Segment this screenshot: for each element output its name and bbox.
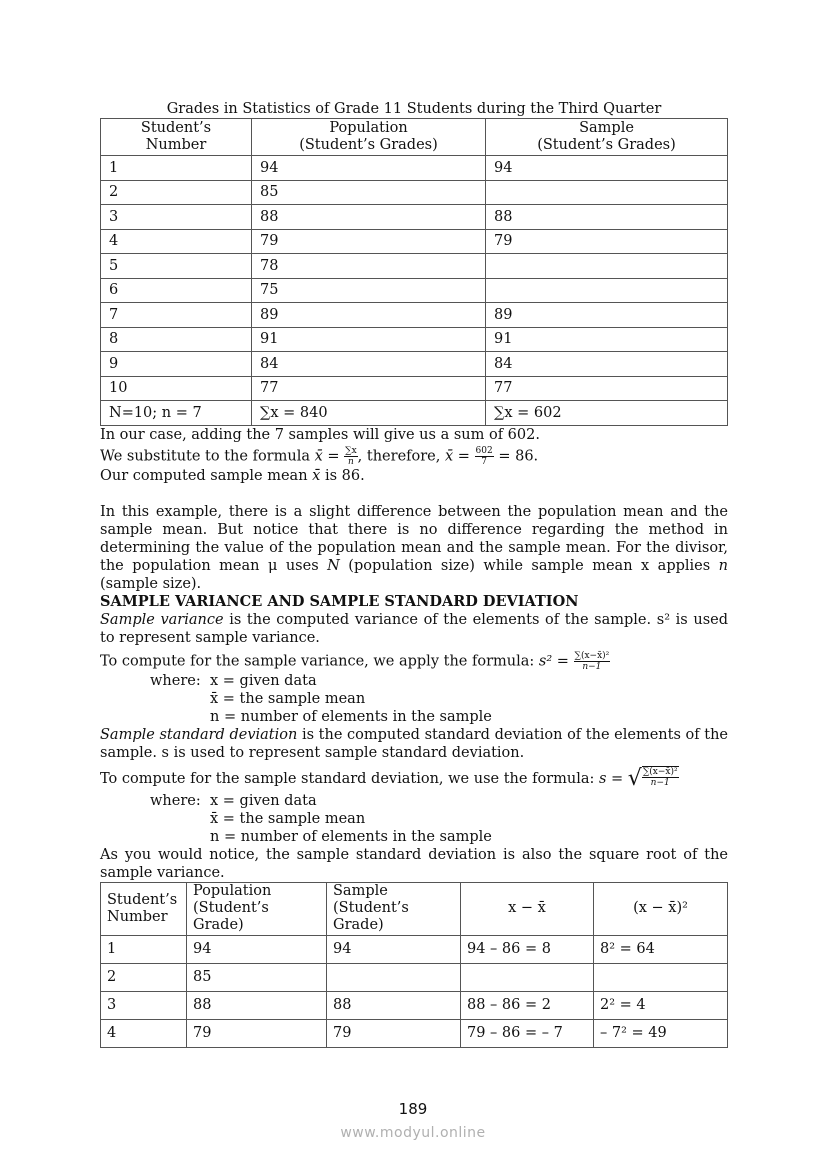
table-cell: 85 <box>252 180 486 205</box>
table-row <box>101 991 728 1019</box>
header-student-number: Student’s Number <box>101 119 252 156</box>
table-cell: 88 <box>486 205 728 230</box>
table-cell: 88 <box>252 205 486 230</box>
table-cell: 79 <box>252 229 486 254</box>
table-cell: ∑x = 602 <box>486 401 728 426</box>
table-cell: – 7² = 49 <box>594 1019 728 1047</box>
table-row <box>101 254 728 279</box>
table-cell <box>486 180 728 205</box>
table-cell: 78 <box>252 254 486 279</box>
paragraph-difference: In this example, there is a slight difference between the population mean and the sample mean. But notice that there is no difference regarding the method in determining the value of the population mean and the sample mean. For the divisor, the population mean μ uses N (population size) while sample mean x applies n (sample size). <box>100 503 729 592</box>
table-row <box>101 401 728 426</box>
table-cell: 1 <box>101 156 252 181</box>
table-cell <box>486 278 728 303</box>
table-cell: 94 <box>187 935 327 963</box>
table-row <box>101 327 728 352</box>
table-header-row <box>101 882 728 935</box>
table-cell: 77 <box>252 376 486 401</box>
table-cell: 84 <box>252 352 486 377</box>
paragraph-conclusion: As you would notice, the sample standard deviation is also the square root of the sample variance. <box>100 846 728 881</box>
section-heading: SAMPLE VARIANCE AND SAMPLE STANDARD DEVIATION <box>100 592 579 610</box>
table-cell: 85 <box>187 963 327 991</box>
header-sample: Sample (Student’s Grades) <box>486 119 728 156</box>
table-header-row <box>101 119 728 156</box>
table-cell: 89 <box>486 303 728 328</box>
table-cell <box>486 254 728 279</box>
sd-formula: √ $\frac{\text{∑(x−x̄)²}}{n-1}$ <box>627 765 678 791</box>
where-list-2: where: x = given data x̄ = the sample mean n = number of elements in the sample <box>150 792 492 845</box>
table-row <box>101 156 728 181</box>
table-cell: 79 <box>486 229 728 254</box>
table-cell: 8 <box>101 327 252 352</box>
page-content <box>100 100 728 1048</box>
fraction-602-over-7: $\frac{602}{7}$ <box>475 445 493 467</box>
table-cell: 2 <box>101 180 252 205</box>
header-population: Population (Student’s Grade) <box>187 882 327 935</box>
table-cell: 79 – 86 = – 7 <box>461 1019 594 1047</box>
paragraph-sample-sd: Sample standard deviation is the computed standard deviation of the elements of the sample. s is used to represent sample standard deviation. <box>100 726 728 761</box>
table-cell: 75 <box>252 278 486 303</box>
table-cell: 94 <box>252 156 486 181</box>
header-deviation: x − x̄ <box>461 882 594 935</box>
table-row <box>101 229 728 254</box>
table-cell: 2² = 4 <box>594 991 728 1019</box>
table-cell: 8² = 64 <box>594 935 728 963</box>
table-row <box>101 303 728 328</box>
table-cell: N=10; n = 7 <box>101 401 252 426</box>
fraction-sum-over-n: $\frac{\sum x}{n}$ <box>345 445 357 467</box>
variance-table <box>100 882 728 1048</box>
table-cell: 6 <box>101 278 252 303</box>
table-cell: 94 <box>327 935 461 963</box>
table-cell <box>594 963 728 991</box>
table-cell: 79 <box>327 1019 461 1047</box>
table-cell: 4 <box>101 229 252 254</box>
table-cell: 5 <box>101 254 252 279</box>
table-row <box>101 205 728 230</box>
table-cell: 3 <box>101 991 187 1019</box>
table-cell: 3 <box>101 205 252 230</box>
table-cell: 88 <box>187 991 327 1019</box>
table-cell: 10 <box>101 376 252 401</box>
table-cell: 88 <box>327 991 461 1019</box>
variance-formula: $\frac{\text{∑(x−x̄)²}}{n-1}$ <box>574 650 610 672</box>
table-cell <box>327 963 461 991</box>
table-cell: 9 <box>101 352 252 377</box>
table-cell: ∑x = 840 <box>252 401 486 426</box>
paragraph-sample-variance: Sample variance is the computed variance of the elements of the sample. s² is used to represent sample variance. <box>100 611 728 646</box>
table-cell: 84 <box>486 352 728 377</box>
table-row <box>101 180 728 205</box>
table-cell <box>461 963 594 991</box>
where-list-1: where: x = given data x̄ = the sample mean n = number of elements in the sample <box>150 672 492 725</box>
grades-table <box>100 118 728 426</box>
table-cell: 91 <box>252 327 486 352</box>
paragraph-substitute: We substitute to the formula x̄ = $\frac{\sum x}{n}$ , therefore, x̄ = $\frac{602}{7}$ = 86. <box>100 445 539 467</box>
table-row <box>101 376 728 401</box>
variance-formula-line: To compute for the sample variance, we apply the formula: s² = $\frac{\text{∑(x−x̄)²}}{n-1}$ <box>100 650 610 672</box>
table-cell: 7 <box>101 303 252 328</box>
header-squared-deviation: (x − x̄)² <box>594 882 728 935</box>
page-number: 189 <box>398 1100 428 1118</box>
table-row <box>101 352 728 377</box>
table-row <box>101 935 728 963</box>
table-cell: 94 <box>486 156 728 181</box>
sd-formula-line: To compute for the sample standard deviation, we use the formula: s = √ $\frac{\text{∑(x−x̄)²}}{n-1}$ <box>100 765 678 791</box>
table1-title: Grades in Statistics of Grade 11 Students during the Third Quarter <box>166 101 662 117</box>
table-cell: 79 <box>187 1019 327 1047</box>
header-sample: Sample (Student’s Grade) <box>327 882 461 935</box>
paragraph-computed-mean: Our computed sample mean x̄ is 86. <box>100 467 365 484</box>
table-cell: 77 <box>486 376 728 401</box>
table-cell: 2 <box>101 963 187 991</box>
table-cell: 94 – 86 = 8 <box>461 935 594 963</box>
header-student-number: Student’s Number <box>101 882 187 935</box>
table-cell: 91 <box>486 327 728 352</box>
table-cell: 88 – 86 = 2 <box>461 991 594 1019</box>
table-cell: 89 <box>252 303 486 328</box>
watermark: www.modyul.online <box>340 1125 486 1141</box>
header-population: Population (Student’s Grades) <box>252 119 486 156</box>
table-row <box>101 278 728 303</box>
table-row <box>101 1019 728 1047</box>
paragraph-sum: In our case, adding the 7 samples will give us a sum of 602. <box>100 426 540 443</box>
table-row <box>101 963 728 991</box>
table-cell: 4 <box>101 1019 187 1047</box>
table-cell: 1 <box>101 935 187 963</box>
